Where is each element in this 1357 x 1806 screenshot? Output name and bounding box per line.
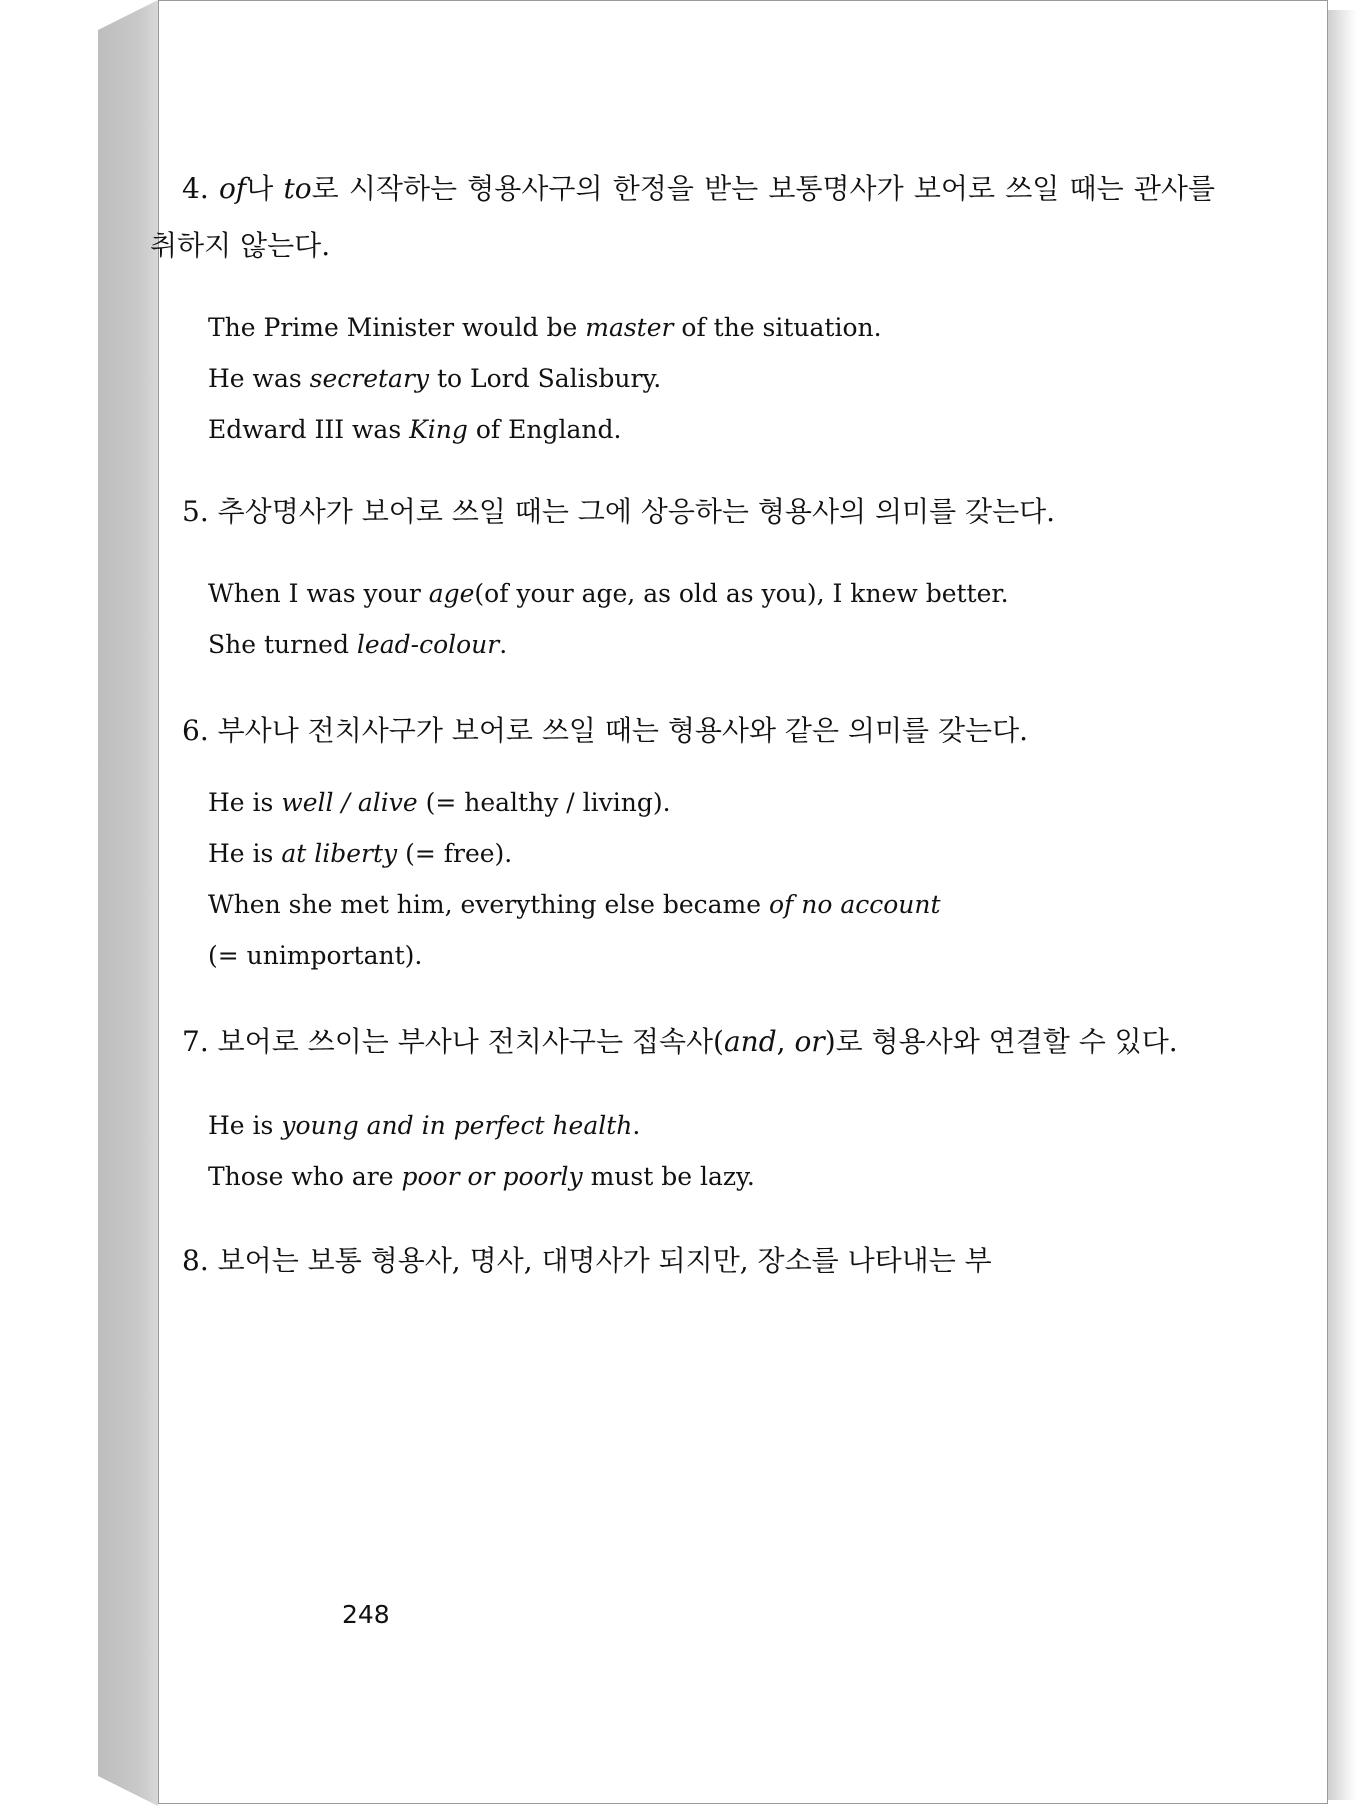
example-sentence [208,828,1215,879]
example-text: The Prime Minister would be [208,313,586,342]
rule-7-comma: , [776,1025,795,1058]
rule-5-examples [208,568,1215,670]
example-emphasis: age [428,579,475,608]
example-text: Those who are [208,1162,402,1191]
example-emphasis: master [585,313,674,342]
example-sentence [208,777,1215,828]
rule-6: 6. 부사나 전치사구가 보어로 쓰일 때는 형용사와 같은 의미를 갖는다. [182,714,1029,747]
page-content [150,160,1215,1289]
example-text: (= free). [397,839,513,868]
example-emphasis: young and in perfect health [281,1111,633,1140]
rule-6-examples [208,777,1215,981]
example-emphasis: poor or poorly [401,1162,583,1191]
page-edge-shadow [1328,10,1357,1800]
rule-7-text-1: 7. 보어로 쓰이는 부사나 전치사구는 접속사( [182,1025,724,1058]
example-sentence [208,619,1215,670]
example-text: He is [208,1111,282,1140]
rule-4-text-2: 로 시작하는 형용사구의 한정을 받는 보통명사가 보어로 쓰일 때는 관사를 취하지 않는다. [150,172,1216,262]
example-text: must be lazy. [582,1162,755,1191]
rule-7-or: or [794,1025,825,1058]
rule-7-examples [208,1100,1215,1202]
example-sentence [208,353,1215,404]
example-text: She turned [208,630,357,659]
rule-5: 5. 추상명사가 보어로 쓰일 때는 그에 상응하는 형용사의 의미를 갖는다. [182,495,1056,528]
example-text: (= unimportant). [208,941,423,970]
example-text: . [632,1111,641,1140]
example-text: He is [208,839,282,868]
example-sentence [208,879,1215,930]
rule-4-to: to [283,172,312,205]
example-sentence [208,930,1215,981]
rule-4-examples [208,302,1215,455]
example-emphasis: well / alive [281,788,418,817]
example-text: . [499,630,508,659]
example-emphasis: secretary [309,364,430,393]
example-text: of the situation. [673,313,882,342]
example-sentence [208,1151,1215,1202]
example-emphasis: King [409,415,468,444]
example-text: He is [208,788,282,817]
rule-7-text-2: )로 형용사와 연결할 수 있다. [824,1025,1178,1058]
rule-7-and: and [723,1025,777,1058]
book-spine [98,0,158,1806]
example-text: When she met him, everything else became [208,890,769,919]
example-sentence [208,404,1215,455]
rule-4-number: 4. [182,172,209,205]
page-number: 248 [342,1600,390,1629]
example-sentence [208,302,1215,353]
example-text: to Lord Salisbury. [429,364,662,393]
rule-8: 8. 보어는 보통 형용사, 명사, 대명사가 되지만, 장소를 나타내는 부 [182,1244,992,1277]
rule-4 [150,160,1215,274]
example-text: (of your age, as old as you), I knew better. [474,579,1009,608]
rule-7 [150,1013,1215,1070]
example-text: When I was your [208,579,429,608]
example-emphasis: at liberty [281,839,398,868]
example-text: of England. [467,415,622,444]
example-text: Edward III was [208,415,410,444]
example-sentence [208,1100,1215,1151]
example-emphasis: of no account [769,890,941,919]
example-emphasis: lead-colour [356,630,500,659]
rule-4-text-1: 나 [246,172,284,205]
example-sentence [208,568,1215,619]
example-text: (= healthy / living). [417,788,671,817]
rule-4-of: of [218,172,247,205]
example-text: He was [208,364,310,393]
